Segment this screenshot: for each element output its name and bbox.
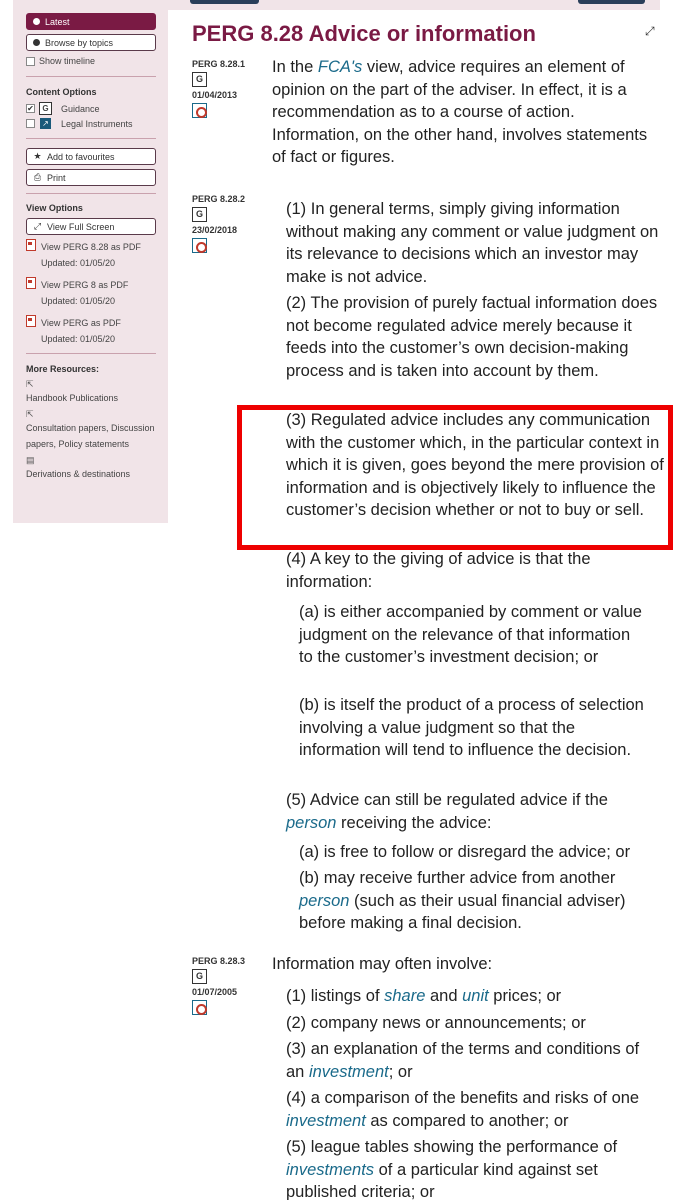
text: and (425, 987, 463, 1005)
pdf-updated: Updated: 01/05/20 (41, 296, 116, 306)
paragraph-5b (299, 867, 659, 935)
browse-topics-button[interactable] (26, 34, 156, 51)
pdf-link-perg-8-28[interactable] (26, 239, 156, 271)
provision-id: PERG 8.28.1 (192, 59, 246, 69)
guidance-badge: G (39, 102, 52, 115)
pdf-label[interactable]: View PERG as PDF (41, 318, 121, 328)
pdf-icon (26, 315, 35, 325)
paragraph-1: (1) In general terms, simply giving information without making any comment or value judgment on its relevance to decisions which an investor may make is not advice. (286, 200, 659, 286)
add-fav-label: Add to favourites (47, 151, 115, 162)
provision-id: PERG 8.28.3 (192, 956, 246, 966)
paragraph-5a: (a) is free to follow or disregard the advice; or (299, 843, 631, 861)
glossary-link[interactable]: unit (462, 987, 489, 1005)
provision-meta (192, 194, 245, 253)
pdf-link-perg-8[interactable] (26, 277, 156, 309)
legal-label: Legal Instruments (61, 118, 133, 129)
pdf-icon (26, 277, 35, 287)
paragraph-4b: (b) is itself the product of a process of selection involving a value judgment so that the information will tend to influence the decision. (299, 696, 644, 759)
paragraph-2: (2) The provision of purely factual information does not become regulated advice merely because it feeds into the customer’s own decision-making process and is taken into account by them. (286, 294, 658, 380)
fullscreen-icon[interactable]: ⤢ (645, 24, 655, 38)
legal-instrument-icon: ↗ (40, 118, 51, 129)
show-timeline-label: Show timeline (39, 56, 96, 66)
page-title: PERG 8.28 Advice or information (192, 21, 536, 46)
provision-meta (192, 956, 245, 1015)
text: ; or (388, 1062, 413, 1081)
list-item: (2) company news or announcements; or (286, 1014, 586, 1032)
paragraph-3: (3) Regulated advice includes any communication with the customer which, in the particular context in which it is given, goes beyond the mere provision of information and is objectively likely to influence the customer’s decision whether or not to buy or sell. (286, 411, 664, 519)
provision-text (272, 56, 660, 169)
pdf-updated: Updated: 01/05/20 (41, 258, 116, 268)
divider (26, 138, 156, 139)
glossary-link[interactable]: person (286, 813, 337, 832)
pdf-updated: Updated: 01/05/20 (41, 334, 116, 344)
guidance-badge: G (192, 969, 207, 984)
browse-label: Browse by topics (45, 37, 114, 48)
external-link-icon: ⇱ (26, 409, 34, 419)
consultation-papers-link[interactable]: Consultation papers, Discussion papers, Policy statements (26, 423, 155, 449)
pdf-label[interactable]: View PERG 8 as PDF (41, 280, 129, 290)
provision-meta (192, 59, 245, 118)
text: of a particular kind against set published criteria; or (286, 1160, 598, 1200)
pdf-icon (26, 239, 35, 249)
show-timeline-toggle[interactable] (26, 56, 156, 66)
bullet-icon (33, 18, 40, 25)
list-item (286, 1136, 656, 1200)
provision-date: 01/04/2013 (192, 90, 238, 100)
list-item (286, 1087, 656, 1132)
text: (5) league tables showing the performance of (286, 1138, 618, 1156)
printer-icon: ⎙ (33, 172, 42, 182)
handbook-publications-link[interactable]: Handbook Publications (26, 393, 119, 403)
derivations-link[interactable]: Derivations & destinations (26, 469, 131, 479)
checkbox-icon[interactable] (26, 57, 35, 66)
history-icon[interactable] (192, 103, 207, 118)
paragraph-5 (286, 789, 656, 834)
text: view, advice requires an element of opinion on the part of the adviser. In effect, it is a recommendation as to a course of action. Information, on the other hand, involves statements of fact or figures. (272, 58, 648, 166)
sidebar (13, 0, 168, 523)
divider (26, 353, 156, 354)
list-intro: Information may often involve: (272, 955, 493, 973)
print-label: Print (47, 172, 66, 183)
paragraph-4: (4) A key to the giving of advice is that the information: (286, 550, 591, 591)
checked-checkbox-icon[interactable]: ✔ (27, 104, 34, 113)
text: (1) listings of (286, 987, 385, 1005)
star-icon: ★ (33, 151, 42, 161)
provision-date: 23/02/2018 (192, 225, 238, 235)
divider (26, 76, 156, 77)
top-nav-button-right[interactable] (578, 0, 645, 4)
print-button[interactable] (26, 169, 156, 186)
guidance-badge: G (192, 72, 207, 87)
external-link-icon: ⇱ (26, 379, 34, 389)
document-icon: ▤ (26, 455, 35, 465)
legal-instruments-option[interactable] (26, 118, 156, 129)
add-to-favourites-button[interactable] (26, 148, 156, 165)
history-icon[interactable] (192, 238, 207, 253)
glossary-link[interactable]: investment (308, 1062, 389, 1081)
more-resources-heading: More Resources: (26, 364, 100, 374)
provision-id: PERG 8.28.2 (192, 194, 246, 204)
text: as compared to another; or (365, 1111, 569, 1130)
text: receiving the advice: (336, 813, 492, 832)
glossary-link[interactable]: investments (286, 1160, 375, 1179)
text: (4) a comparison of the benefits and risks of one (286, 1089, 640, 1107)
glossary-link[interactable]: FCA's (317, 58, 363, 76)
guidance-label: Guidance (61, 103, 100, 114)
guidance-badge: G (192, 207, 207, 222)
text: (such as their usual financial adviser) before making a final decision. (299, 891, 626, 932)
bullet-icon (33, 39, 40, 46)
pdf-label[interactable]: View PERG 8.28 as PDF (41, 242, 141, 252)
full-screen-button[interactable] (26, 218, 156, 235)
view-options-heading: View Options (26, 203, 83, 213)
highlight-box (237, 405, 673, 550)
glossary-link[interactable]: investment (286, 1111, 366, 1130)
content-options-heading: Content Options (26, 87, 97, 97)
glossary-link[interactable]: share (384, 987, 426, 1005)
text: In the (272, 58, 318, 76)
history-icon[interactable] (192, 1000, 207, 1015)
provision-date: 01/07/2005 (192, 987, 238, 997)
latest-label: Latest (45, 16, 70, 27)
guidance-option[interactable] (26, 102, 156, 115)
top-nav-button-left[interactable] (190, 0, 259, 4)
checkbox-icon[interactable] (26, 119, 35, 128)
pdf-link-perg[interactable] (26, 315, 156, 347)
text: (5) Advice can still be regulated advice if the (286, 791, 608, 809)
full-screen-label: View Full Screen (47, 221, 115, 232)
glossary-link[interactable]: person (299, 891, 350, 910)
text: (b) may receive further advice from another (299, 869, 616, 887)
text: (3) an explanation of the terms and conditions of an (286, 1040, 640, 1081)
paragraph-4a: (a) is either accompanied by comment or value judgment on the relevance of that information to the customer’s investment decision; or (299, 603, 642, 666)
expand-icon: ⤢ (33, 221, 42, 231)
list-item (286, 985, 656, 1008)
latest-button[interactable] (26, 13, 156, 30)
list-item (286, 1038, 656, 1083)
text: prices; or (488, 987, 562, 1005)
divider (26, 193, 156, 194)
